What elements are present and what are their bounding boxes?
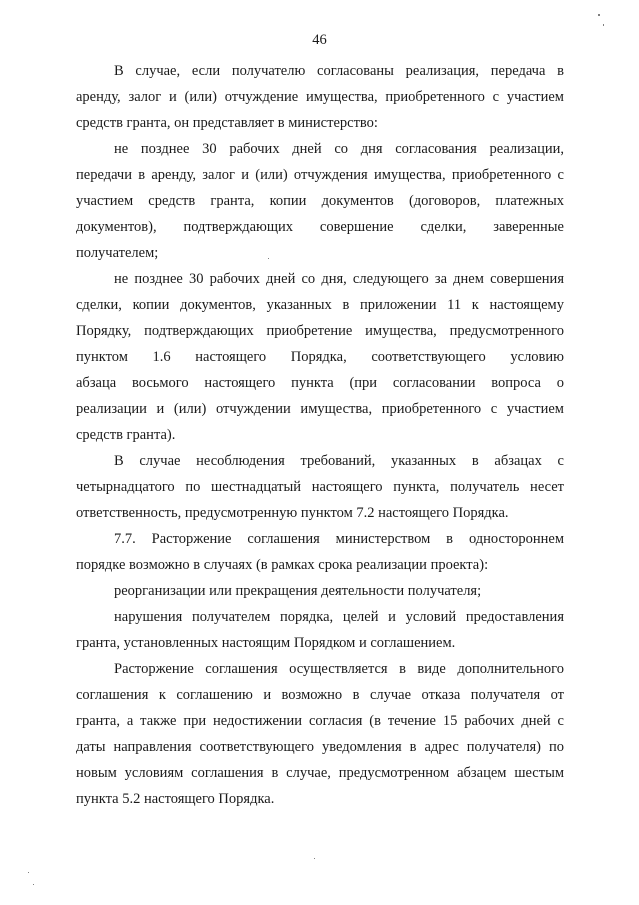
paragraph (76, 448, 564, 526)
text-line: аренду, залог и (или) отчуждение имущества, приобретенного с участием (76, 89, 564, 105)
text-line: новым условиям соглашения в случае, предусмотренном абзацем шестым (76, 765, 564, 781)
document-body (76, 58, 564, 812)
text-line: участием средств гранта, копии документов (договоров, платежных (76, 193, 564, 209)
text-line: гранта, а также при недостижении согласия (в течение 15 рабочих дней с (76, 713, 564, 729)
text-line: ответственность, предусмотренную пунктом 7.2 настоящего Порядка. (76, 505, 509, 521)
text-line: не позднее 30 рабочих дней со дня, следующего за днем совершения (114, 271, 564, 287)
text-line: абзаца восьмого настоящего пункта (при согласовании вопроса о (76, 375, 564, 391)
text-line: четырнадцатого по шестнадцатый настоящего пункта, получатель несет (76, 479, 564, 495)
text-line: В случае несоблюдения требований, указанных в абзацах с (114, 453, 564, 469)
text-line: порядке возможно в случаях (в рамках срока реализации проекта): (76, 557, 489, 573)
scan-speck (598, 14, 600, 16)
text-line: средств гранта). (76, 427, 176, 443)
paragraph (76, 656, 564, 812)
text-line: не позднее 30 рабочих дней со дня согласования реализации, (114, 141, 564, 157)
paragraph (76, 526, 564, 578)
paragraph (76, 604, 564, 656)
scan-speck (314, 858, 315, 859)
text-line: получателем; (76, 245, 159, 261)
scan-speck (268, 258, 269, 259)
text-line: В случае, если получателю согласованы реализация, передача в (114, 63, 564, 79)
paragraph (76, 136, 564, 266)
text-line: пункта 5.2 настоящего Порядка. (76, 791, 275, 807)
scan-speck (33, 884, 34, 885)
text-line: Расторжение соглашения осуществляется в виде дополнительного (114, 661, 564, 677)
text-line: реализации и (или) отчуждении имущества, приобретенного с участием (76, 401, 564, 417)
text-line: Порядку, подтверждающих приобретение имущества, предусмотренного (76, 323, 564, 339)
text-line: реорганизации или прекращения деятельности получателя; (114, 583, 482, 599)
text-line: 7.7. Расторжение соглашения министерством в одностороннем (114, 531, 564, 547)
text-line: документов), подтверждающих совершение сделки, заверенные (76, 219, 564, 235)
text-line: нарушения получателем порядка, целей и условий предоставления (114, 609, 564, 625)
text-line: передачи в аренду, залог и (или) отчуждения имущества, приобретенного с (76, 167, 564, 183)
paragraph (76, 58, 564, 136)
page-number: 46 (312, 32, 327, 48)
scan-speck (28, 872, 29, 873)
text-line: сделки, копии документов, указанных в приложении 11 к настоящему (76, 297, 564, 313)
text-line: средств гранта, он представляет в министерство: (76, 115, 378, 131)
text-line: соглашения к соглашению и возможно в случае отказа получателя от (76, 687, 564, 703)
text-line: даты направления соответствующего уведомления в адрес получателя) по (76, 739, 564, 755)
scan-speck (603, 24, 604, 26)
text-line: гранта, установленных настоящим Порядком и соглашением. (76, 635, 456, 651)
paragraph (76, 578, 564, 604)
text-line: пунктом 1.6 настоящего Порядка, соответствующего условию (76, 349, 564, 365)
paragraph (76, 266, 564, 448)
